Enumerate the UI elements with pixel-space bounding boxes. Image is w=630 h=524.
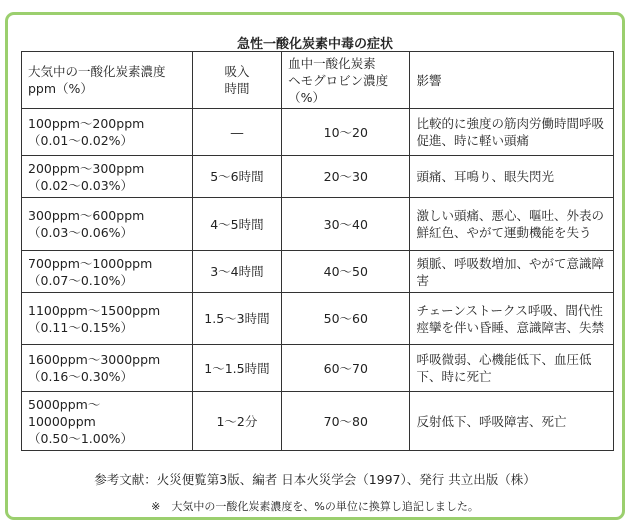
- reference-text: 参考文献：火災便覧第3版、編者 日本火災学会（1997）、発行 共立出版（株）: [94, 472, 536, 487]
- table-cell: 3～4時間: [192, 251, 281, 293]
- table-cell: 300ppm～600ppm （0.03～0.06%）: [22, 198, 193, 251]
- table-cell: 反射低下、呼吸障害、死亡: [410, 392, 614, 451]
- table-row: [22, 293, 614, 345]
- table-cell: ―: [192, 109, 281, 156]
- table-title: 急性一酸化炭素中毒の症状: [236, 37, 393, 52]
- content-box: [5, 12, 625, 520]
- table-cell: 激しい頭痛、悪心、嘔吐、外表の鮮紅色、やがて運動機能を失う: [410, 198, 614, 251]
- header-row: [22, 52, 614, 109]
- table-cell: 頭痛、耳鳴り、眼失閃光: [410, 156, 614, 198]
- header-cell: 吸入 時間: [192, 52, 281, 109]
- table-cell: 10～20: [282, 109, 410, 156]
- table-cell: 4～5時間: [192, 198, 281, 251]
- table-cell: 20～30: [282, 156, 410, 198]
- table-cell: 70～80: [282, 392, 410, 451]
- table-cell: 100ppm～200ppm （0.01～0.02%）: [22, 109, 193, 156]
- table-row: [22, 109, 614, 156]
- table-cell: チェーンストークス呼吸、間代性痙攣を伴い昏睡、意識障害、失禁: [410, 293, 614, 345]
- table-cell: 1100ppm～1500ppm （0.11～0.15%）: [22, 293, 193, 345]
- header-cell: 影響: [410, 52, 614, 109]
- table-cell: 1.5～3時間: [192, 293, 281, 345]
- table-cell: 呼吸微弱、心機能低下、血圧低下、時に死亡: [410, 345, 614, 392]
- table-cell: 50～60: [282, 293, 410, 345]
- table-row: [22, 198, 614, 251]
- table-row: [22, 251, 614, 293]
- table-cell: 5000ppm～ 10000ppm （0.50～1.00%）: [22, 392, 193, 451]
- table-cell: 700ppm～1000ppm （0.07～0.10%）: [22, 251, 193, 293]
- symptoms-table: [21, 51, 614, 451]
- header-cell: 大気中の一酸化炭素濃度 ppm（%）: [22, 52, 193, 109]
- table-cell: 1～1.5時間: [192, 345, 281, 392]
- header-cell: 血中一酸化炭素 ヘモグロビン濃度 （%）: [282, 52, 410, 109]
- table-cell: 5～6時間: [192, 156, 281, 198]
- table-cell: 40～50: [282, 251, 410, 293]
- table-cell: 200ppm～300ppm （0.02～0.03%）: [22, 156, 193, 198]
- table-cell: 1～2分: [192, 392, 281, 451]
- table-row: [22, 392, 614, 451]
- footnote: ※ 大気中の一酸化炭素濃度を、%の単位に換算し追記しました。: [151, 500, 479, 513]
- table-cell: 60～70: [282, 345, 410, 392]
- table-cell: 30～40: [282, 198, 410, 251]
- table-row: [22, 345, 614, 392]
- table-cell: 頻脈、呼吸数増加、やがて意識障害: [410, 251, 614, 293]
- table-row: [22, 156, 614, 198]
- table-cell: 1600ppm～3000ppm （0.16～0.30%）: [22, 345, 193, 392]
- table-cell: 比較的に強度の筋肉労働時間呼吸促進、時に軽い頭痛: [410, 109, 614, 156]
